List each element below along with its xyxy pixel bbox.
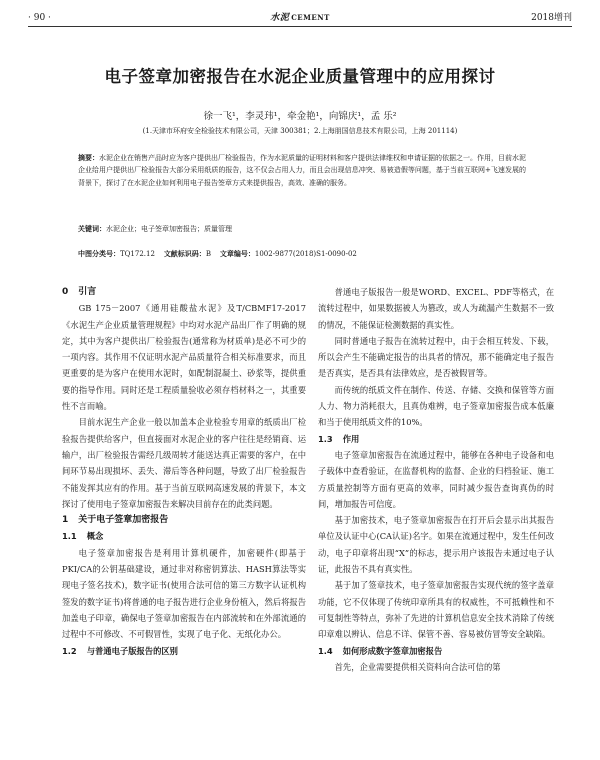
clc-label: 中图分类号： [78,249,120,258]
abstract-text: 水泥企业在销售产品时应为客户提供出厂检验报告，作为水泥质量的证明材料和客户提供法律维权和申请证据的依据之一。作用，目前水泥企业给用户提供出厂检验报告大部分采用纸质的报告，这不仅会占用人力，而且会出现信息冲突、易被造假等问题，基于当前互联网+飞速发展的背景下，探讨了在水泥企业如何利用电子报告签章方式来提供报告，高效、准确的服务。 [78,154,526,187]
journal-logo [28,10,572,26]
issue-label: 2018增刊 [531,13,572,23]
subsection-heading: 1.3 作用 [318,433,360,444]
subsection-heading: 1.1 概念 [62,531,104,542]
keywords-label: 关键词： [78,224,106,233]
paragraph: 电子签章加密报告是利用计算机硬件，加密硬件(即基于PKI/CA的公钥基础建设，通过非对称密钥算法、HASH算法等实现电子签名技术)，数字证书(使用合法可信的第三方数字认证机构签发的数字证书)将普通的电子报告进行企业身份植入，然后将报告加盖电子印章，确保电子签章加密报告在内部流转和在外部流通的过程中不可修改、不可假冒性，实现了电子化、无纸化办公。 [62,547,306,640]
paragraph: 首先，企业需要提供相关资料向合法可信的第 [334,661,501,672]
section-heading: 1 关于电子签章加密报告 [62,515,169,526]
right-column [318,284,554,675]
running-header [28,10,572,27]
article-title: 电子签章加密报告在水泥企业质量管理中的应用探讨 [104,67,496,86]
clc-value: TQ172.12 [120,250,155,258]
paragraph: 电子签章加密报告在流通过程中，能够在各种电子设备和电子载体中查看验证，在监督机构的监督、企业的归档验证、施工方质量控制等方面有更高的效率，同时减少报告查询真伪的时间，增加报告可信度。 [318,449,554,509]
page-number: · 90 · [28,13,51,23]
section-heading: 0 引言 [62,287,97,297]
paragraph: 基于加密技术，电子签章加密报告在打开后会显示出其报告单位及认证中心(CA认证)名字。如果在流通过程中，发生任何改动，电子印章将出现“X”的标志，提示用户该报告未通过电子认证，此报告不具有真实性。 [318,515,554,575]
paragraph: 而传统的纸质文件在制作、传送、存储、交换和保管等方面人力、物力消耗很大，且真伪难辨，电子签章加密报告成本低廉和当于使用纸质文件的10%。 [318,384,554,428]
subsection-heading: 1.4 如何形成数字签章加密报告 [318,645,443,656]
article-number-label: 文章编号： [219,249,255,258]
paragraph: 基于加了签章技术，电子签章加密报告实现代统的签字盖章功能，它不仅体现了传统印章所具有的权威性，不可抵赖性和不可复制性等特点，弥补了先进的计算机信息安全技术消除了传统印章难以辨认、信息不详、保管不善、容易被仿冒等安全缺陷。 [318,580,554,640]
journal-name-cn: 水泥 [270,13,290,23]
paragraph: 同时普通电子报告在流转过程中，由于会相互转发、下载，所以会产生不能确定报告的出具者的情况，那不能确定电子报告是否真实，是否具有法律效应，是否被假冒等。 [318,335,554,379]
paragraph: 普通电子版报告一般是WORD、EXCEL、PDF等格式，在流转过程中，如果数据被人为篡改，或人为疏漏产生数据不一致的情况，不能保证检测数据的真实性。 [318,287,554,330]
abstract-label: 摘要： [78,153,99,162]
article-number-value: 1002-9877(2018)S1-0090-02 [254,250,357,258]
left-column [62,284,306,659]
keywords-text: 水泥企业；电子签章加密报告；质量管理 [106,225,232,233]
journal-name-en: CEMENT [291,13,330,22]
doc-code-value: B [205,250,211,258]
authors: 徐一飞¹，李灵玮¹，牵金艳¹，向锦庆¹，孟 乐² [203,111,397,122]
paragraph: GB 175－2007《通用硅酸盐水泥》及T/CBMF17-2017《水泥生产企业质量管理规程》中均对水泥产品出厂作了明确的规定，其中为客户提供出厂检验报告(通常称为材质单)是必不可少的一项内容。其作用不仅证明水泥产品质量符合相关标准要求，而且更重要的是为客户在使用水泥时，如配制混凝土、砂浆等，提供重要的指导作用。同时还是工程质量验收必须存档材料之一，其重要性不言而喻。 [62,303,306,412]
paragraph: 目前水泥生产企业一般以加盖本企业检验专用章的纸质出厂检验报告提供给客户，但直接面对水泥企业的客户往往是经销商、运输户，出厂检验报告需经几级周转才能送达真正需要的客户，在中间环节易出现损坏、丢失、滞后等各种问题，导致了出厂检验报告不能发挥其应有的作用。基于当前互联网高速发展的背景下，本文探讨了使用电子签章加密报告来解决目前存在的此类问题。 [62,417,306,509]
keywords [78,224,526,234]
subsection-heading: 1.2 与普通电子版报告的区别 [62,645,178,656]
doc-code-label: 文献标识码： [163,249,206,258]
affiliation: (1.天津市环府安全检验技术有限公司，天津 300381；2.上海朋国信息技术有限公司，上海 201114) [142,127,458,135]
classification-info [78,249,540,259]
abstract [78,152,526,189]
